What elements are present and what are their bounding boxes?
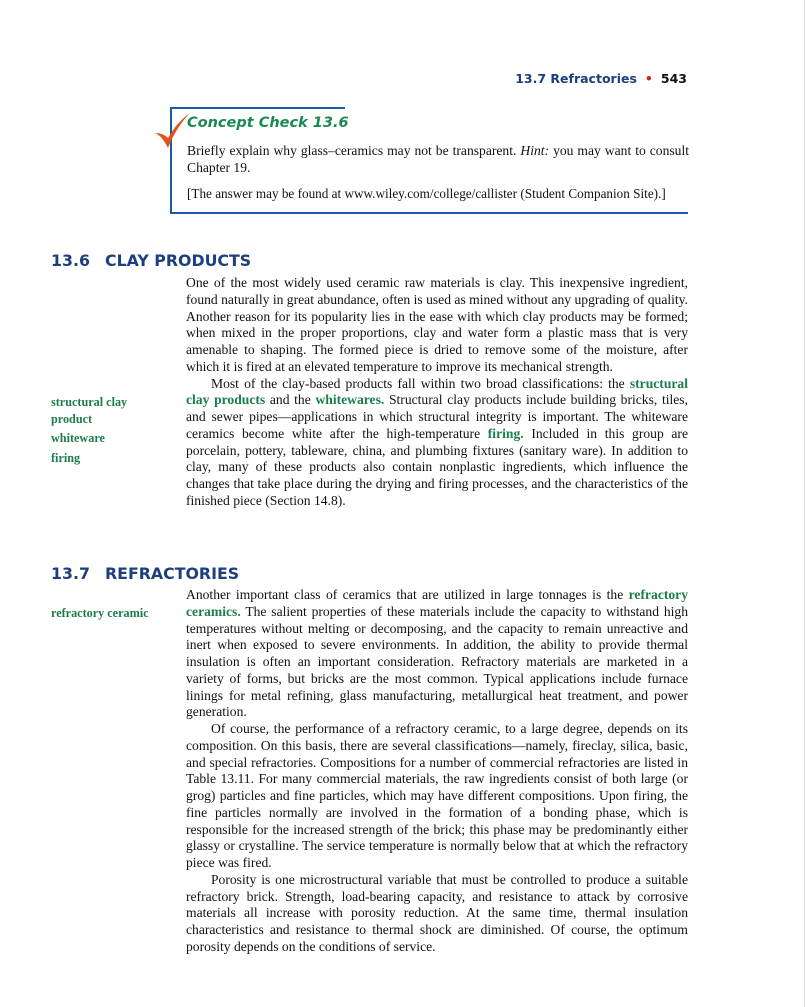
section-13-7-body <box>186 587 688 956</box>
paragraph <box>186 376 688 510</box>
hint-label: Hint: <box>520 143 550 158</box>
page-number: 543 <box>660 71 687 86</box>
question-text: Briefly explain why glass–ceramics may not be transparent. <box>187 143 517 158</box>
margin-note-line: structural clay <box>51 395 128 409</box>
margin-note-refractory-ceramic: refractory ceramic <box>51 606 149 620</box>
term-whitewares: whitewares. <box>315 392 385 408</box>
section-title: CLAY PRODUCTS <box>105 251 252 270</box>
paragraph: One of the most widely used ceramic raw materials is clay. This inexpensive ingredient, found naturally in great abundance, often is used as mined without any upgrading of quality. Another reason for its popularity lies in the ease with which clay products may be formed; when mixed in the proper proportions, clay and water form a plastic mass that is very amenable to shaping. The formed piece is dried to remove some of the moisture, after which it is fired at an elevated temperature to improve its mechanical strength. <box>186 275 688 374</box>
margin-note-structural-clay-product <box>51 394 127 427</box>
section-13-6-body <box>186 275 688 510</box>
margin-note-line: product <box>51 411 93 426</box>
header-section: 13.7 Refractories <box>515 71 637 86</box>
text-run: Most of the clay-based products fall within two broad classifications: the <box>211 375 625 391</box>
section-number: 13.6 <box>51 251 90 270</box>
text-run: Structural clay products include building bricks, tiles, and sewer pipes—applications in which structural integrity is important. The whiteware ceramics become white after the high-temperature <box>186 392 688 441</box>
running-header <box>0 71 687 86</box>
hint-text: you may want to consult Chapter 19. <box>187 143 690 175</box>
paragraph <box>186 587 688 721</box>
text-run: and the <box>269 392 311 408</box>
term-refractory-ceramics: refractory ceramics. <box>186 587 689 619</box>
paragraph: Of course, the performance of a refractory ceramic, to a large degree, depends on its composition. On this basis, there are several classifications—namely, fireclay, silica, basic, and special refractories. Compositions for a number of commercial refractories are listed in Table 13.11. For many commercial materials, the raw ingredients consist of both large (or grog) particles and fine particles, which may have different compositions. Upon firing, the fine particles normally are involved in the formation of a bonding phase, which is responsible for the increased strength of the brick; this phase may be predominantly either glassy or crystalline. The service temperature is normally below that at which the refractory piece was fired. <box>186 721 688 870</box>
term-firing: firing. <box>487 425 524 441</box>
text-run: The salient properties of these materials include the capacity to withstand high temperatures without melting or decomposing, and the capacity to remain unreactive and inert when exposed to severe environments. In addition, the ability to provide thermal insulation is often an important consideration. Refractory materials are marketed in a variety of forms, but bricks are the most common. Typical applications include furnace linings for metal refining, glass manufacturing, metallurgical heat treatment, and power generation. <box>186 603 689 720</box>
concept-check-box <box>170 107 688 214</box>
concept-check-top-rule <box>170 107 345 109</box>
margin-note-firing: firing <box>51 451 81 465</box>
text-run: Another important class of ceramics that are utilized in large tonnages is the <box>186 587 624 602</box>
header-bullet: • <box>644 71 653 86</box>
concept-check-answer-note <box>187 186 666 202</box>
concept-check-question <box>187 142 689 176</box>
section-heading-13-6 <box>51 251 251 270</box>
section-title: REFRACTORIES <box>105 564 240 583</box>
section-number: 13.7 <box>51 564 90 583</box>
section-heading-13-7 <box>51 564 239 583</box>
answer-note: [The answer may be found at www.wiley.com/college/callister (Student Companion Site).] <box>187 186 666 201</box>
concept-check-title: Concept Check 13.6 <box>187 115 349 131</box>
term-structural-clay-products: structural clay products <box>186 375 688 408</box>
paragraph: Porosity is one microstructural variable that must be controlled to produce a suitable refractory brick. Strength, load-bearing capacity, and resistance to attack by corrosive materials all increase with porosity reduction. At the same time, thermal insulation characteristics and resistance to thermal shock are diminished. Of course, the optimum porosity depends on the conditions of service. <box>186 871 688 954</box>
margin-note-whiteware: whiteware <box>51 431 105 445</box>
text-run: Included in this group are porcelain, pottery, tableware, china, and plumbing fixtures (sanitary ware). In addition to clay, many of these products also contain nonplastic ingredients, which influence the changes that take place during the drying and firing processes, and the characteristics of the finished piece (Section 14.8). <box>186 425 688 508</box>
